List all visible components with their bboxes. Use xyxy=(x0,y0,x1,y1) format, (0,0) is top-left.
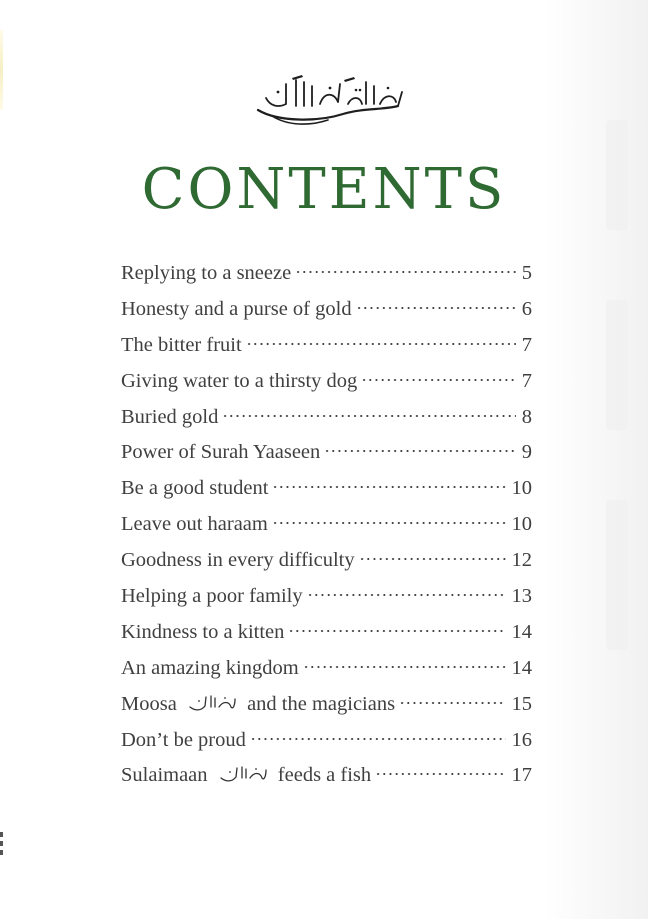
toc-entry-page: 16 xyxy=(511,728,532,751)
toc-entry-title-start: Sulaimaan xyxy=(121,764,208,787)
toc-entry-title: Be a good student xyxy=(121,477,269,500)
toc-entry-title xyxy=(121,764,371,787)
toc-entry-title-end: and the magicians xyxy=(247,692,396,715)
toc-entry-page: 14 xyxy=(511,620,532,643)
toc-entry-page: 13 xyxy=(511,585,532,608)
toc-entry-page: 7 xyxy=(521,333,532,356)
toc-entry[interactable] xyxy=(121,406,532,442)
toc-entry-title: Honesty and a purse of gold xyxy=(121,297,352,320)
toc-entry-title: An amazing kingdom xyxy=(121,656,299,679)
toc-entry-page: 6 xyxy=(521,297,532,320)
honorific-calligraphy xyxy=(187,693,237,713)
toc-entry-title: The bitter fruit xyxy=(121,333,242,356)
toc-entry[interactable] xyxy=(121,262,532,298)
toc-entry-page: 7 xyxy=(521,369,532,392)
dot-leader xyxy=(356,306,516,310)
dot-leader xyxy=(361,378,515,382)
dot-leader xyxy=(307,593,506,597)
page-edge-decoration xyxy=(0,30,3,110)
dot-leader xyxy=(246,342,516,346)
dot-leader xyxy=(295,270,516,274)
dot-leader xyxy=(272,485,505,489)
toc-entry-page: 10 xyxy=(511,477,532,500)
toc-entry-page: 12 xyxy=(511,549,532,572)
toc-entry-title: Buried gold xyxy=(121,405,219,428)
binding-marks xyxy=(0,832,4,872)
toc-entry-page: 9 xyxy=(521,441,532,464)
toc-entry-page: 15 xyxy=(511,692,532,715)
toc-entry[interactable] xyxy=(121,298,532,334)
toc-entry[interactable] xyxy=(121,621,532,657)
toc-entry-title: Don’t be proud xyxy=(121,728,246,751)
toc-entry[interactable] xyxy=(121,441,532,477)
toc-entry[interactable] xyxy=(121,549,532,585)
toc-entry[interactable] xyxy=(121,477,532,513)
toc-entry-title-start: Moosa xyxy=(121,692,177,715)
toc-entry-title: Kindness to a kitten xyxy=(121,620,285,643)
toc-entry[interactable] xyxy=(121,657,532,693)
dot-leader xyxy=(288,629,505,633)
dot-leader xyxy=(324,449,515,453)
toc-entry[interactable] xyxy=(121,513,532,549)
toc-entry-page: 14 xyxy=(511,656,532,679)
dot-leader xyxy=(272,521,506,525)
toc-entry-title: Power of Surah Yaaseen xyxy=(121,441,321,464)
toc-entry[interactable] xyxy=(121,370,532,406)
toc-entry[interactable] xyxy=(121,334,532,370)
honorific-calligraphy xyxy=(218,764,268,784)
toc-entry[interactable] xyxy=(121,585,532,621)
toc-entry-page: 17 xyxy=(511,764,532,787)
toc-entry[interactable] xyxy=(121,693,532,729)
table-of-contents xyxy=(121,262,532,800)
toc-entry-title xyxy=(121,693,395,716)
dot-leader xyxy=(250,737,506,741)
dot-leader xyxy=(399,701,505,705)
toc-entry-title: Goodness in every difficulty xyxy=(121,549,355,572)
toc-entry-page: 5 xyxy=(521,262,532,284)
toc-entry-title: Giving water to a thirsty dog xyxy=(121,369,358,392)
dot-leader xyxy=(359,557,506,561)
toc-entry-title: Helping a poor family xyxy=(121,585,303,608)
toc-entry-title-end: feeds a fish xyxy=(277,764,372,787)
basmala-calligraphy xyxy=(248,70,408,130)
dot-leader xyxy=(303,665,506,669)
toc-entry[interactable] xyxy=(121,764,532,800)
toc-entry[interactable] xyxy=(121,729,532,765)
contents-heading: CONTENTS xyxy=(141,157,507,222)
dot-leader xyxy=(222,414,515,418)
toc-entry-title: Leave out haraam xyxy=(121,513,268,536)
toc-entry-title: Replying to a sneeze xyxy=(121,262,292,284)
dot-leader xyxy=(375,772,505,776)
toc-entry-page: 10 xyxy=(511,513,532,536)
toc-entry-page: 8 xyxy=(521,405,532,428)
